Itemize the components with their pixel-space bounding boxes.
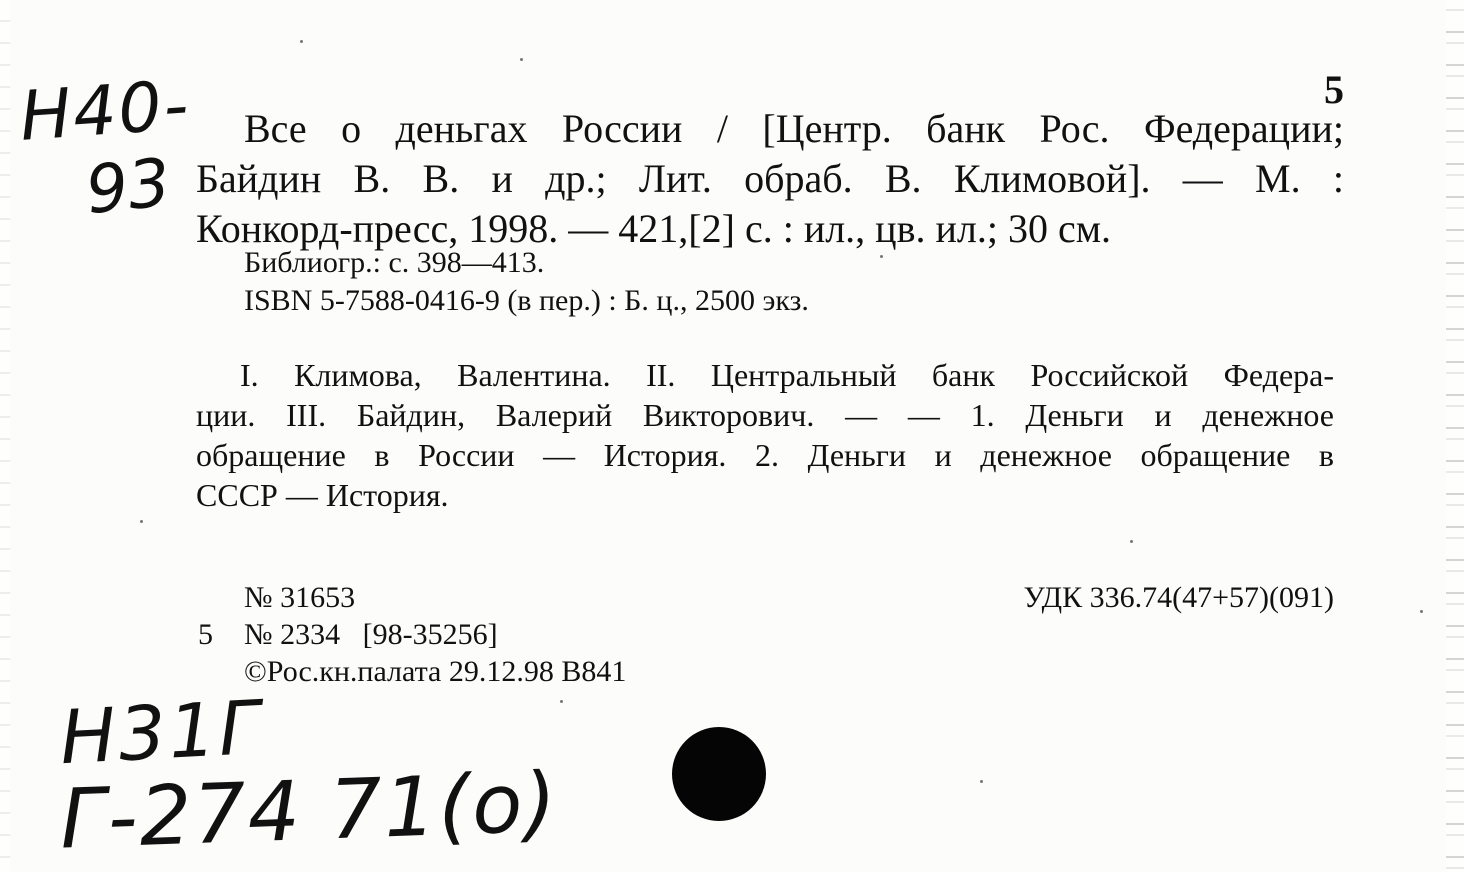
scan-speck (520, 58, 523, 61)
second-record: № 2334 [98-35256] (244, 618, 498, 651)
scan-speck (980, 780, 983, 783)
handwritten-shelfmark-bottom: Н31Г (57, 684, 266, 782)
main-entry-line: Все о деньгах России / [Центр. банк Рос. Федерации; (244, 106, 1344, 151)
scan-speck (1130, 540, 1133, 543)
main-entry-line: Конкорд-пресс, 1998. — 421,[2] с. : ил., цв. ил.; 30 см. (196, 206, 1112, 251)
bibliography-note: Библиогр.: с. 398—413. (244, 246, 545, 279)
second-record-prefix: 5 (198, 618, 213, 651)
scan-edge-right (1446, 0, 1464, 872)
tracing-line: обращение в России — История. 2. Деньги и денежное обращение в (196, 437, 1334, 473)
handwritten-call-number: Г-274 71(о) (58, 755, 560, 868)
tracing-line: СССР — История. (196, 477, 449, 513)
page-number: 5 (1324, 67, 1344, 112)
tracing-line: ции. III. Байдин, Валерий Викторович. — — 1. Деньги и денежное (196, 397, 1334, 433)
record-number: № 31653 (244, 581, 356, 614)
main-entry-line: Байдин В. В. и др.; Лит. обраб. В. Климовой]. — М. : (196, 156, 1344, 201)
scan-speck (560, 700, 563, 703)
handwritten-shelfmark-year: 93 (82, 143, 174, 230)
scan-speck (140, 520, 143, 523)
handwritten-shelfmark-top: Н40- (17, 66, 193, 157)
tracing-line: I. Климова, Валентина. II. Центральный банк Российской Федера- (240, 357, 1334, 393)
scan-speck (1420, 610, 1423, 613)
tracings (196, 355, 1334, 515)
scan-edge-left (0, 0, 10, 872)
scan-speck (880, 255, 883, 258)
udk-code: УДК 336.74(47+57)(091) (1023, 581, 1334, 614)
scan-speck (300, 40, 303, 43)
book-chamber-stamp: ©Рос.кн.палата 29.12.98 В841 (244, 655, 627, 688)
isbn-note: ISBN 5-7588-0416-9 (в пер.) : Б. ц., 2500 экз. (244, 284, 809, 317)
punch-hole (672, 727, 766, 821)
main-entry (196, 104, 1344, 254)
